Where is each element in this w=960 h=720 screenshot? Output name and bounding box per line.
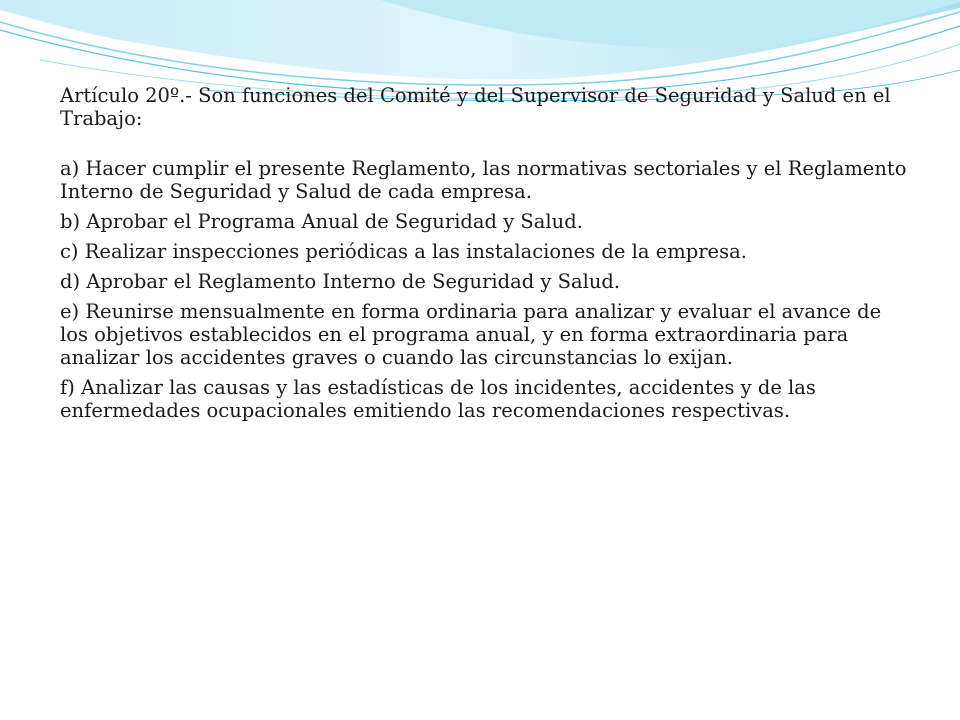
function-item-d: d) Aprobar el Reglamento Interno de Seguridad y Salud. <box>60 270 621 293</box>
function-item-b: b) Aprobar el Programa Anual de Seguridad y Salud. <box>60 210 583 233</box>
slide-body <box>60 84 910 429</box>
function-item-c: c) Realizar inspecciones periódicas a las instalaciones de la empresa. <box>60 240 747 263</box>
function-item-a: a) Hacer cumplir el presente Reglamento, las normativas sectoriales y el Reglamento Interno de Seguridad y Salud de cada empresa. <box>60 157 907 203</box>
article-heading: Artículo 20º.- Son funciones del Comité y del Supervisor de Seguridad y Salud en el Trabajo: <box>60 84 891 130</box>
function-item-e: e) Reunirse mensualmente en forma ordinaria para analizar y evaluar el avance de los objetivos establecidos en el programa anual, y en forma extraordinaria para analizar los accidentes graves o cuando las circunstancias lo exijan. <box>60 300 882 369</box>
function-item-f: f) Analizar las causas y las estadísticas de los incidentes, accidentes y de las enfermedades ocupacionales emitiendo las recomendaciones respectivas. <box>60 376 816 422</box>
